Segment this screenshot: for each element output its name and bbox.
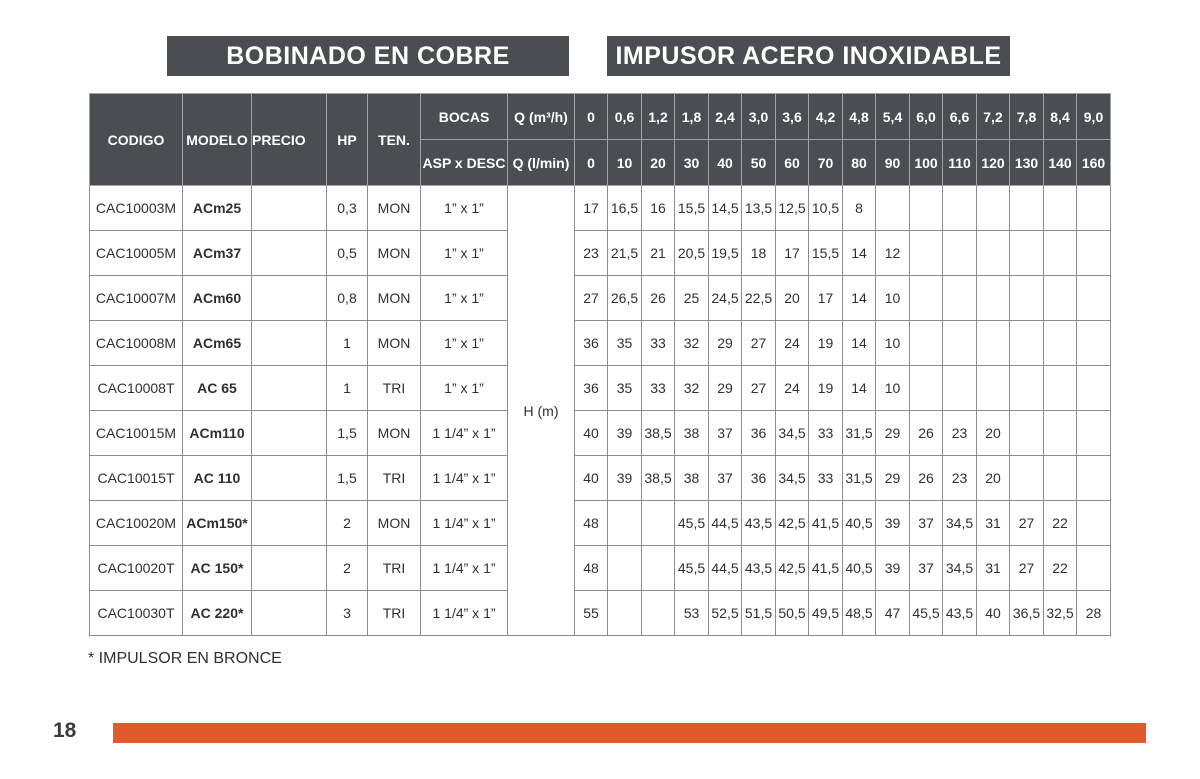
cell-head-value: 14 xyxy=(843,366,876,411)
cell-head-value xyxy=(1010,366,1044,411)
cell-head-value xyxy=(608,591,642,636)
header-bocas: BOCAS xyxy=(421,94,508,140)
table-row xyxy=(90,231,1111,276)
cell-head-value: 24 xyxy=(776,366,809,411)
cell-head-value: 55 xyxy=(575,591,608,636)
cell-head-value: 15,5 xyxy=(809,231,843,276)
cell-head-value: 27 xyxy=(575,276,608,321)
cell-head-value: 31,5 xyxy=(843,411,876,456)
cell-head-value: 21,5 xyxy=(608,231,642,276)
cell-head-value: 39 xyxy=(876,546,910,591)
cell-head-value: 25 xyxy=(675,276,709,321)
cell-head-value: 52,5 xyxy=(709,591,742,636)
flow-m3h: 1,2 xyxy=(642,94,675,140)
cell-head-value xyxy=(1077,501,1111,546)
cell-head-value: 43,5 xyxy=(742,501,776,546)
flow-lmin: 130 xyxy=(1010,140,1044,186)
cell-bocas: 1” x 1” xyxy=(421,321,508,366)
cell-codigo: CAC10007M xyxy=(90,276,183,321)
flow-m3h: 4,2 xyxy=(809,94,843,140)
cell-precio xyxy=(252,366,327,411)
flow-lmin: 0 xyxy=(575,140,608,186)
cell-head-value: 49,5 xyxy=(809,591,843,636)
cell-modelo: AC 65 xyxy=(183,366,252,411)
cell-head-value: 33 xyxy=(809,456,843,501)
spec-table-body xyxy=(90,186,1111,636)
cell-head-value: 23 xyxy=(943,411,977,456)
cell-head-value: 36 xyxy=(575,321,608,366)
cell-modelo: ACm25 xyxy=(183,186,252,231)
cell-hp: 1 xyxy=(327,366,368,411)
cell-head-value: 39 xyxy=(608,411,642,456)
header-hp: HP xyxy=(327,94,368,186)
cell-head-value: 44,5 xyxy=(709,501,742,546)
cell-head-value xyxy=(1044,276,1077,321)
cell-head-value: 27 xyxy=(1010,546,1044,591)
cell-head-value: 18 xyxy=(742,231,776,276)
cell-head-value: 40 xyxy=(575,411,608,456)
pump-spec-table xyxy=(89,93,1111,636)
cell-head-value: 53 xyxy=(675,591,709,636)
cell-head-value: 38 xyxy=(675,411,709,456)
flow-lmin: 100 xyxy=(910,140,943,186)
cell-head-value: 17 xyxy=(776,231,809,276)
cell-head-value xyxy=(1077,276,1111,321)
cell-head-value xyxy=(977,231,1010,276)
cell-head-value: 33 xyxy=(642,366,675,411)
cell-hp: 2 xyxy=(327,546,368,591)
cell-head-value xyxy=(1010,186,1044,231)
header-asp-desc: ASP x DESC xyxy=(421,140,508,186)
flow-m3h: 8,4 xyxy=(1044,94,1077,140)
cell-head-value: 32,5 xyxy=(1044,591,1077,636)
cell-head-value: 29 xyxy=(876,411,910,456)
cell-head-value: 34,5 xyxy=(776,456,809,501)
cell-head-value: 48,5 xyxy=(843,591,876,636)
cell-head-value: 35 xyxy=(608,366,642,411)
cell-precio xyxy=(252,276,327,321)
cell-head-value: 33 xyxy=(809,411,843,456)
cell-modelo: AC 220* xyxy=(183,591,252,636)
flow-lmin: 110 xyxy=(943,140,977,186)
cell-head-value: 38,5 xyxy=(642,411,675,456)
flow-lmin: 80 xyxy=(843,140,876,186)
flow-m3h: 5,4 xyxy=(876,94,910,140)
cell-head-value: 20 xyxy=(977,411,1010,456)
page-number: 18 xyxy=(53,719,77,742)
cell-head-value xyxy=(943,186,977,231)
cell-modelo: AC 110 xyxy=(183,456,252,501)
cell-head-value: 43,5 xyxy=(943,591,977,636)
cell-head-value xyxy=(977,186,1010,231)
cell-head-value: 45,5 xyxy=(910,591,943,636)
cell-head-value: 39 xyxy=(876,501,910,546)
table-row xyxy=(90,321,1111,366)
table-row xyxy=(90,411,1111,456)
cell-head-value: 36 xyxy=(742,411,776,456)
cell-ten: TRI xyxy=(368,546,421,591)
flow-lmin: 60 xyxy=(776,140,809,186)
cell-head-value: 14 xyxy=(843,276,876,321)
cell-head-value: 51,5 xyxy=(742,591,776,636)
header-ten: TEN. xyxy=(368,94,421,186)
cell-head-value xyxy=(1010,276,1044,321)
header-modelo: MODELO xyxy=(183,94,252,186)
cell-head-value: 50,5 xyxy=(776,591,809,636)
cell-head-value: 10 xyxy=(876,276,910,321)
cell-head-value: 38,5 xyxy=(642,456,675,501)
cell-head-value: 28 xyxy=(1077,591,1111,636)
cell-head-value xyxy=(608,501,642,546)
header-q-m3h: Q (m³/h) xyxy=(508,94,575,140)
flow-lmin: 140 xyxy=(1044,140,1077,186)
cell-precio xyxy=(252,546,327,591)
cell-head-value xyxy=(1077,186,1111,231)
flow-lmin: 30 xyxy=(675,140,709,186)
cell-head-value xyxy=(1010,231,1044,276)
cell-ten: MON xyxy=(368,276,421,321)
cell-head-value: 36 xyxy=(742,456,776,501)
cell-codigo: CAC10008M xyxy=(90,321,183,366)
cell-head-value xyxy=(642,546,675,591)
cell-ten: MON xyxy=(368,501,421,546)
cell-ten: MON xyxy=(368,321,421,366)
cell-head-value xyxy=(642,501,675,546)
flow-m3h: 2,4 xyxy=(709,94,742,140)
cell-head-value: 26 xyxy=(910,411,943,456)
cell-modelo: AC 150* xyxy=(183,546,252,591)
table-row xyxy=(90,546,1111,591)
cell-codigo: CAC10003M xyxy=(90,186,183,231)
cell-head-value: 36 xyxy=(575,366,608,411)
flow-lmin: 20 xyxy=(642,140,675,186)
cell-head-value: 19 xyxy=(809,321,843,366)
cell-ten: MON xyxy=(368,231,421,276)
cell-head-value: 16 xyxy=(642,186,675,231)
cell-head-value: 34,5 xyxy=(943,546,977,591)
flow-m3h: 4,8 xyxy=(843,94,876,140)
flow-lmin: 40 xyxy=(709,140,742,186)
flow-m3h: 6,6 xyxy=(943,94,977,140)
cell-head-value: 24 xyxy=(776,321,809,366)
cell-hp: 0,8 xyxy=(327,276,368,321)
flow-lmin: 10 xyxy=(608,140,642,186)
cell-modelo: ACm60 xyxy=(183,276,252,321)
cell-head-value xyxy=(943,366,977,411)
cell-head-value: 37 xyxy=(910,546,943,591)
cell-codigo: CAC10015M xyxy=(90,411,183,456)
cell-bocas: 1 1/4” x 1” xyxy=(421,501,508,546)
cell-head-value: 36,5 xyxy=(1010,591,1044,636)
cell-hp: 1,5 xyxy=(327,411,368,456)
cell-bocas: 1 1/4” x 1” xyxy=(421,591,508,636)
flow-m3h: 0 xyxy=(575,94,608,140)
flow-lmin: 70 xyxy=(809,140,843,186)
cell-precio xyxy=(252,456,327,501)
cell-head-value xyxy=(1044,321,1077,366)
cell-head-value: 27 xyxy=(742,321,776,366)
cell-head-value xyxy=(1077,456,1111,501)
cell-head-value: 14 xyxy=(843,231,876,276)
cell-head-value xyxy=(910,321,943,366)
cell-head-value: 26 xyxy=(642,276,675,321)
cell-head-value: 10,5 xyxy=(809,186,843,231)
cell-hp: 1,5 xyxy=(327,456,368,501)
accent-bar xyxy=(113,723,1146,743)
header-q-lmin: Q (l/min) xyxy=(508,140,575,186)
cell-head-value xyxy=(943,321,977,366)
cell-head-value xyxy=(910,276,943,321)
cell-head-value: 17 xyxy=(809,276,843,321)
cell-modelo: ACm65 xyxy=(183,321,252,366)
cell-codigo: CAC10020T xyxy=(90,546,183,591)
header-codigo: CODIGO xyxy=(90,94,183,186)
cell-bocas: 1” x 1” xyxy=(421,231,508,276)
cell-precio xyxy=(252,411,327,456)
cell-head-value: 40,5 xyxy=(843,501,876,546)
table-row xyxy=(90,276,1111,321)
cell-bocas: 1” x 1” xyxy=(421,366,508,411)
cell-head-value: 26,5 xyxy=(608,276,642,321)
cell-modelo: ACm150* xyxy=(183,501,252,546)
cell-head-value: 19 xyxy=(809,366,843,411)
cell-head-value: 37 xyxy=(910,501,943,546)
cell-head-value: 26 xyxy=(910,456,943,501)
cell-head-value: 19,5 xyxy=(709,231,742,276)
cell-head-value xyxy=(910,186,943,231)
cell-head-value: 23 xyxy=(575,231,608,276)
cell-head-value: 24,5 xyxy=(709,276,742,321)
cell-head-value: 10 xyxy=(876,366,910,411)
cell-hp: 2 xyxy=(327,501,368,546)
cell-precio xyxy=(252,591,327,636)
table-row xyxy=(90,366,1111,411)
cell-head-value: 41,5 xyxy=(809,546,843,591)
table-row xyxy=(90,186,1111,231)
cell-head-value: 27 xyxy=(742,366,776,411)
cell-head-value: 41,5 xyxy=(809,501,843,546)
cell-head-value: 16,5 xyxy=(608,186,642,231)
flow-m3h: 0,6 xyxy=(608,94,642,140)
header-precio: PRECIO xyxy=(252,94,327,186)
cell-head-value xyxy=(1044,231,1077,276)
cell-precio xyxy=(252,231,327,276)
cell-head-value xyxy=(910,231,943,276)
cell-codigo: CAC10005M xyxy=(90,231,183,276)
cell-head-value xyxy=(876,186,910,231)
cell-codigo: CAC10008T xyxy=(90,366,183,411)
cell-ten: TRI xyxy=(368,591,421,636)
cell-head-value: 34,5 xyxy=(776,411,809,456)
cell-head-value: 14 xyxy=(843,321,876,366)
cell-head-value: 34,5 xyxy=(943,501,977,546)
cell-precio xyxy=(252,501,327,546)
banner-impulsor-acero: IMPUSOR ACERO INOXIDABLE xyxy=(607,36,1010,76)
flow-m3h: 6,0 xyxy=(910,94,943,140)
cell-head-value: 42,5 xyxy=(776,546,809,591)
cell-head-value xyxy=(977,276,1010,321)
cell-bocas: 1” x 1” xyxy=(421,276,508,321)
cell-head-value: 17 xyxy=(575,186,608,231)
cell-head-value xyxy=(910,366,943,411)
flow-m3h: 3,6 xyxy=(776,94,809,140)
cell-head-value xyxy=(943,276,977,321)
flow-m3h: 3,0 xyxy=(742,94,776,140)
cell-hp: 0,3 xyxy=(327,186,368,231)
cell-head-value: 15,5 xyxy=(675,186,709,231)
cell-modelo: ACm110 xyxy=(183,411,252,456)
cell-codigo: CAC10015T xyxy=(90,456,183,501)
cell-head-value xyxy=(1044,186,1077,231)
cell-ten: MON xyxy=(368,186,421,231)
cell-head-value: 29 xyxy=(709,366,742,411)
cell-head-value: 29 xyxy=(876,456,910,501)
cell-head-value xyxy=(977,321,1010,366)
cell-head-value: 22 xyxy=(1044,501,1077,546)
table-row xyxy=(90,501,1111,546)
cell-head-value: 40 xyxy=(977,591,1010,636)
flow-m3h: 9,0 xyxy=(1077,94,1111,140)
cell-codigo: CAC10030T xyxy=(90,591,183,636)
cell-bocas: 1 1/4” x 1” xyxy=(421,411,508,456)
cell-bocas: 1 1/4” x 1” xyxy=(421,546,508,591)
cell-head-value: 23 xyxy=(943,456,977,501)
cell-head-value: 13,5 xyxy=(742,186,776,231)
cell-head-value: 33 xyxy=(642,321,675,366)
cell-head-value xyxy=(977,366,1010,411)
cell-head-value xyxy=(1010,456,1044,501)
cell-head-value: 20 xyxy=(776,276,809,321)
flow-m3h: 1,8 xyxy=(675,94,709,140)
cell-head-value: 20 xyxy=(977,456,1010,501)
cell-hp: 1 xyxy=(327,321,368,366)
table-row xyxy=(90,456,1111,501)
flow-lmin: 120 xyxy=(977,140,1010,186)
cell-head-value: 40,5 xyxy=(843,546,876,591)
flow-lmin: 90 xyxy=(876,140,910,186)
cell-head-value: 31 xyxy=(977,501,1010,546)
cell-head-value: 37 xyxy=(709,411,742,456)
cell-ten: TRI xyxy=(368,456,421,501)
cell-hp: 0,5 xyxy=(327,231,368,276)
cell-bocas: 1 1/4” x 1” xyxy=(421,456,508,501)
table-row xyxy=(90,591,1111,636)
flow-lmin: 160 xyxy=(1077,140,1111,186)
cell-head-value: 43,5 xyxy=(742,546,776,591)
cell-head-value xyxy=(1077,546,1111,591)
cell-head-value: 32 xyxy=(675,321,709,366)
cell-head-value xyxy=(1077,231,1111,276)
cell-head-value xyxy=(943,231,977,276)
flow-m3h: 7,8 xyxy=(1010,94,1044,140)
cell-head-value: 40 xyxy=(575,456,608,501)
cell-head-value: 38 xyxy=(675,456,709,501)
cell-head-value xyxy=(1010,411,1044,456)
cell-head-value: 27 xyxy=(1010,501,1044,546)
cell-head-value: 37 xyxy=(709,456,742,501)
cell-head-value: 20,5 xyxy=(675,231,709,276)
cell-head-value: 10 xyxy=(876,321,910,366)
cell-head-value: 12,5 xyxy=(776,186,809,231)
cell-precio xyxy=(252,186,327,231)
cell-head-value xyxy=(1044,456,1077,501)
cell-head-value: 47 xyxy=(876,591,910,636)
cell-h-unit: H (m) xyxy=(508,186,575,636)
banner-bobinado-en-cobre: BOBINADO EN COBRE xyxy=(167,36,569,76)
cell-head-value: 14,5 xyxy=(709,186,742,231)
cell-head-value: 42,5 xyxy=(776,501,809,546)
flow-lmin: 50 xyxy=(742,140,776,186)
cell-ten: MON xyxy=(368,411,421,456)
cell-precio xyxy=(252,321,327,366)
cell-head-value xyxy=(1077,366,1111,411)
cell-head-value: 39 xyxy=(608,456,642,501)
cell-head-value: 8 xyxy=(843,186,876,231)
flow-m3h: 7,2 xyxy=(977,94,1010,140)
footnote: * IMPULSOR EN BRONCE xyxy=(88,650,282,667)
cell-head-value xyxy=(1077,321,1111,366)
cell-head-value: 22 xyxy=(1044,546,1077,591)
cell-bocas: 1” x 1” xyxy=(421,186,508,231)
cell-head-value: 48 xyxy=(575,546,608,591)
cell-hp: 3 xyxy=(327,591,368,636)
cell-head-value: 44,5 xyxy=(709,546,742,591)
cell-head-value xyxy=(1010,321,1044,366)
cell-head-value: 29 xyxy=(709,321,742,366)
cell-head-value: 35 xyxy=(608,321,642,366)
cell-head-value xyxy=(1077,411,1111,456)
cell-head-value: 22,5 xyxy=(742,276,776,321)
cell-head-value xyxy=(1044,411,1077,456)
cell-head-value: 32 xyxy=(675,366,709,411)
cell-head-value: 31,5 xyxy=(843,456,876,501)
cell-head-value: 48 xyxy=(575,501,608,546)
cell-head-value xyxy=(642,591,675,636)
cell-codigo: CAC10020M xyxy=(90,501,183,546)
cell-head-value xyxy=(608,546,642,591)
cell-modelo: ACm37 xyxy=(183,231,252,276)
cell-head-value: 45,5 xyxy=(675,546,709,591)
cell-head-value: 31 xyxy=(977,546,1010,591)
cell-head-value: 21 xyxy=(642,231,675,276)
cell-head-value: 45,5 xyxy=(675,501,709,546)
cell-head-value: 12 xyxy=(876,231,910,276)
cell-head-value xyxy=(1044,366,1077,411)
cell-ten: TRI xyxy=(368,366,421,411)
